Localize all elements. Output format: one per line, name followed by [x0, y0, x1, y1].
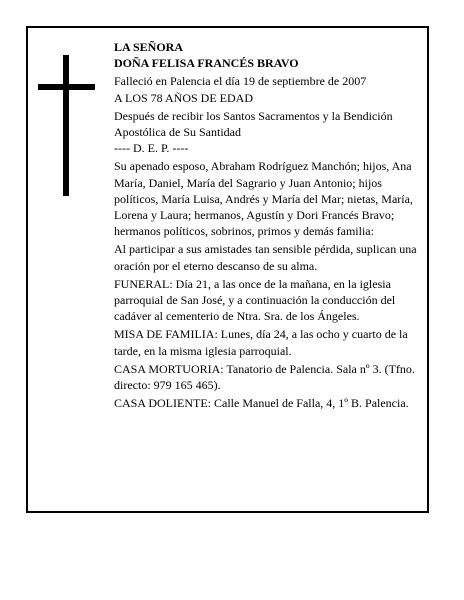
dep-line: ---- D. E. P. ----	[114, 141, 189, 156]
misa-paragraph: MISA DE FAMILIA: Lunes, día 24, a las ocho y cuarto de la tarde, en la misma iglesia parroquial.	[114, 327, 408, 358]
funeral-paragraph: FUNERAL: Día 21, a las once de la mañana, en la iglesia parroquial de San José, y a continuación la conducción del cadáver al cementerio de Ntra. Sra. de los Ángeles.	[114, 276, 396, 324]
death-date: Falleció en Palencia el día 19 de septiembre de 2007	[114, 74, 367, 89]
obituary-text	[114, 39, 424, 411]
doliente-paragraph: CASA DOLIENTE: Calle Manuel de Falla, 4, 1º B. Palencia.	[114, 396, 409, 411]
age-line: A LOS 78 AÑOS DE EDAD	[114, 90, 254, 105]
sacraments-line: Después de recibir los Santos Sacramentos y la Bendición Apostólica de Su Santidad	[114, 108, 393, 140]
deceased-name: DOÑA FELISA FRANCÉS BRAVO	[114, 56, 299, 71]
mortuoria-paragraph: CASA MORTUORIA: Tanatorio de Palencia. Sala nº 3. (Tfno. directo: 979 165 465).	[114, 361, 415, 393]
cross-icon	[63, 55, 69, 196]
family-paragraph: Su apenado esposo, Abraham Rodríguez Manchón; hijos, Ana María, Daniel, María del Sagrario y Juan Antonio; hijos políticos, María Luisa, Andrés y María del Mar; nietas, María, Lorena y Laura; hermanos, Agustín y Dori Francés Bravo; hermanos políticos, sobrinos, primos y demás familia:	[114, 159, 413, 239]
cross-icon-bar	[38, 84, 95, 90]
request-paragraph: Al participar a sus amistades tan sensible pérdida, suplican una oración por el eterno descanso de su alma.	[114, 242, 417, 273]
title-line-1: LA SEÑORA	[114, 40, 184, 54]
